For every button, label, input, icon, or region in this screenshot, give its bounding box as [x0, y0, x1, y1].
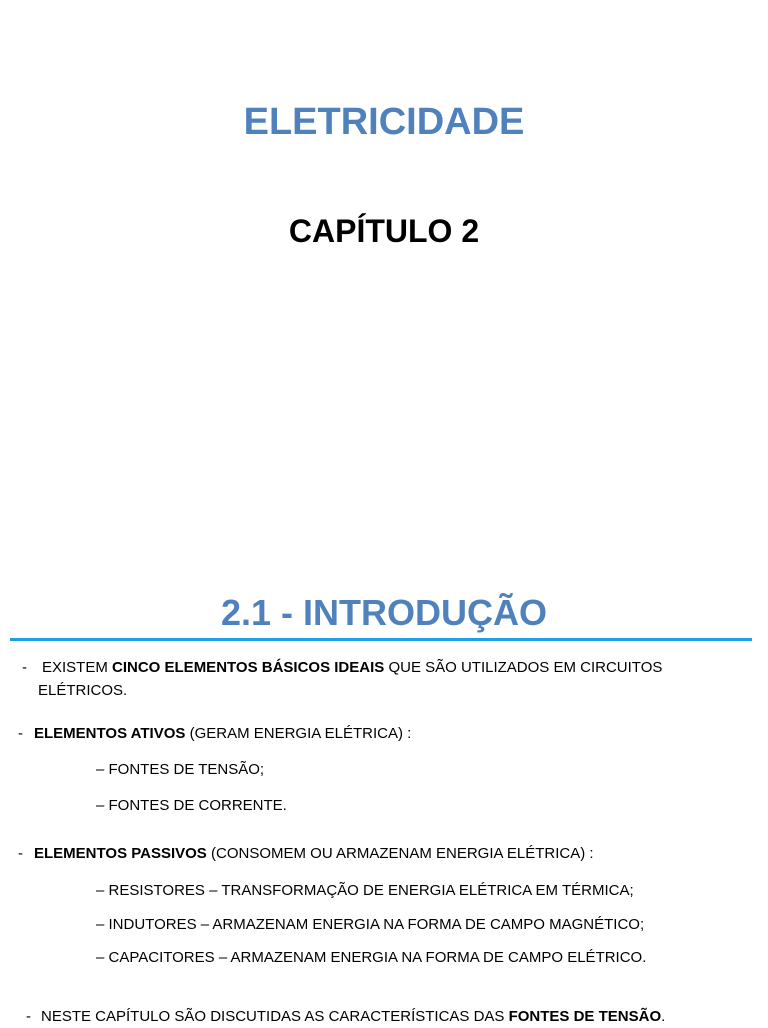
passive-elements-desc: (CONSOMEM OU ARMAZENAM ENERGIA ELÉTRICA) :: [206, 845, 594, 862]
passive-item-capacitors: – CAPACITORES – ARMAZENAM ENERGIA NA FORMA DE CAMPO ELÉTRICO.: [96, 949, 647, 966]
bullet-dash: -: [26, 1008, 31, 1025]
section-title: 2.1 - INTRODUÇÃO: [220, 592, 548, 633]
chapter-focus-text-bold: FONTES DE TENSÃO: [508, 1008, 662, 1025]
intro-bullet-line2: ELÉTRICOS.: [38, 682, 128, 699]
passive-item-resistors: – RESISTORES – TRANSFORMAÇÃO DE ENERGIA ELÉTRICA EM TÉRMICA;: [96, 882, 634, 899]
passive-item-inductors: – INDUTORES – ARMAZENAM ENERGIA NA FORMA DE CAMPO MAGNÉTICO;: [96, 916, 645, 933]
active-elements-heading: ELEMENTOS ATIVOS: [34, 725, 186, 742]
intro-text-bold: CINCO ELEMENTOS BÁSICOS IDEAIS: [112, 659, 385, 676]
passive-elements-bullet: [18, 843, 594, 865]
intro-bullet: [22, 657, 662, 679]
chapter-title: CAPÍTULO 2: [288, 213, 480, 249]
intro-text-pre: EXISTEM: [42, 659, 113, 676]
bullet-dash: -: [22, 659, 27, 676]
intro-text-post: QUE SÃO UTILIZADOS EM CIRCUITOS: [384, 659, 663, 676]
active-item-voltage-sources: – FONTES DE TENSÃO;: [96, 761, 265, 778]
active-elements-desc: (GERAM ENERGIA ELÉTRICA) :: [185, 725, 412, 742]
chapter-focus-bullet: [26, 1006, 665, 1028]
active-elements-bullet: [18, 723, 411, 745]
bullet-dash: -: [18, 845, 23, 862]
document-title: ELETRICIDADE: [243, 101, 525, 143]
passive-elements-heading: ELEMENTOS PASSIVOS: [34, 845, 207, 862]
chapter-focus-text-post: .: [661, 1008, 666, 1025]
active-item-current-sources: – FONTES DE CORRENTE.: [96, 797, 287, 814]
bullet-dash: -: [18, 725, 23, 742]
title-underline-divider: [10, 638, 752, 641]
chapter-focus-text-pre: NESTE CAPÍTULO SÃO DISCUTIDAS AS CARACTERÍSTICAS DAS: [41, 1008, 509, 1025]
